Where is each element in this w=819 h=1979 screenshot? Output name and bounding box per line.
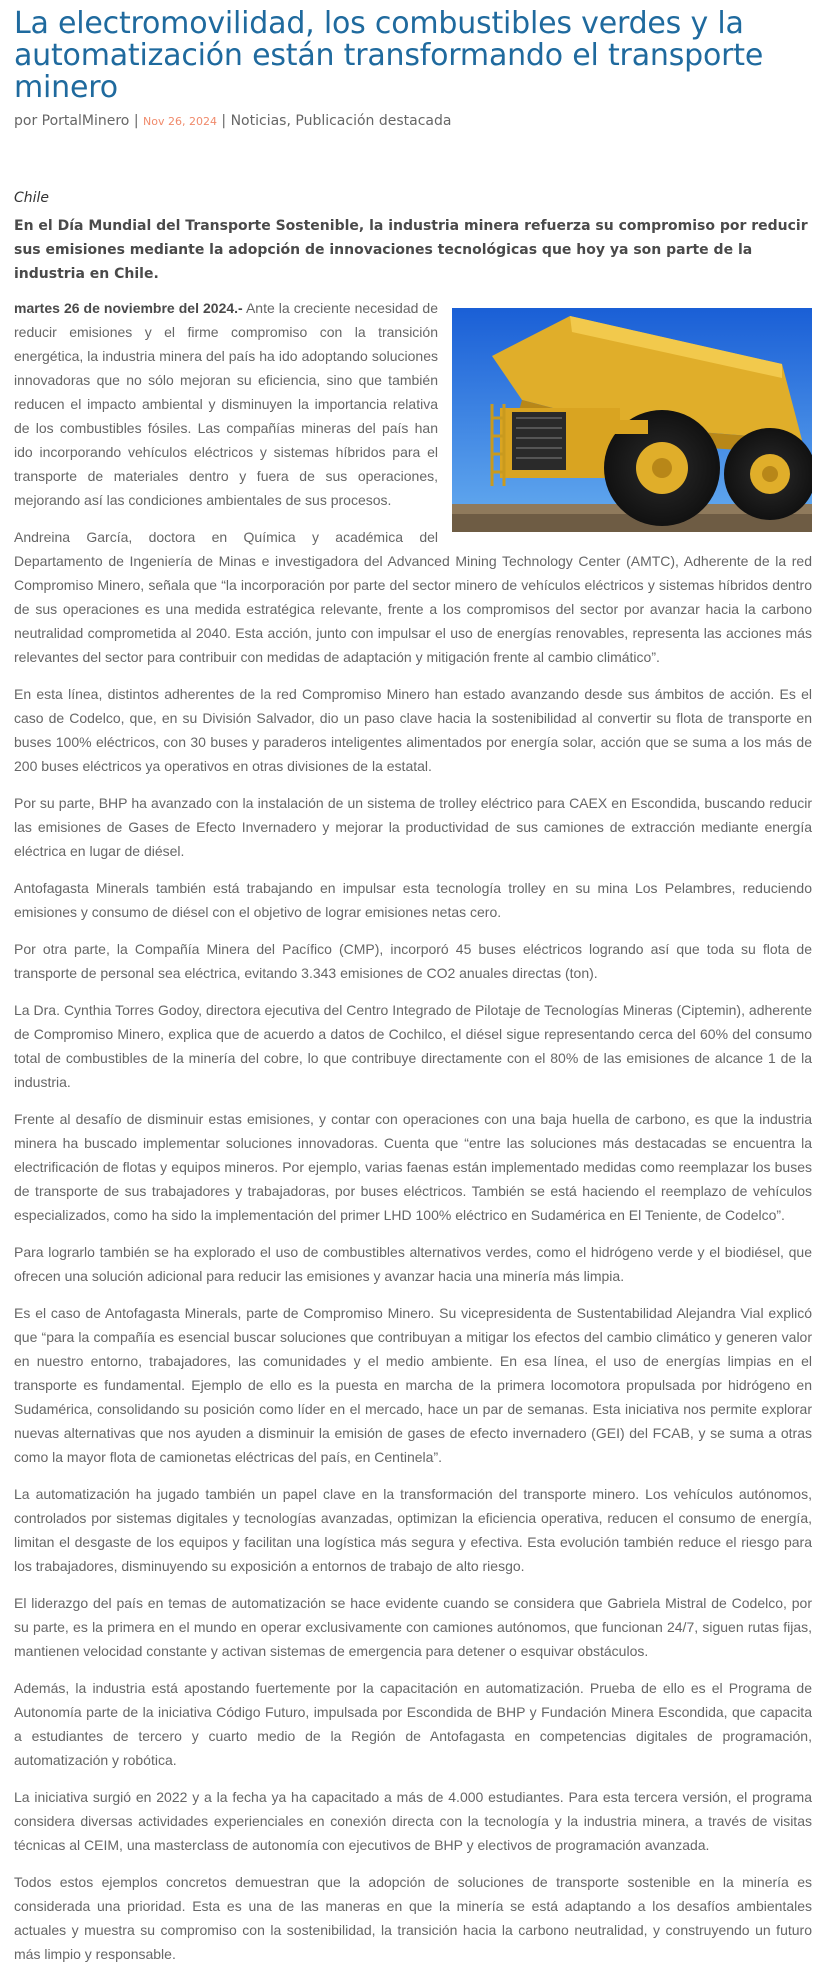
paragraph: Andreina García, doctora en Química y académica del Departamento de Ingeniería de Minas e investigadora del Advanced Mining Technology Center (AMTC), Adherente de la red Compromiso Minero, señala que “la incorporación por parte del sector minero de vehículos eléctricos y sistemas híbridos dentro de sus operaciones es una medida estratégica relevante, frente a los compromisos del sector por avanzar hacia la carbono neutralidad comprometida al 2040. Esta acción, junto con impulsar el uso de energías renovables, representa las acciones más relevantes del sector para contribuir con medidas de adaptación y mitigación frente al cambio climático”. (14, 529, 812, 665)
article-meta (14, 111, 812, 132)
paragraph: Para lograrlo también se ha explorado el uso de combustibles alternativos verdes, como el hidrógeno verde y el biodiésel, que ofrecen una solución adicional para reducir las emisiones y avanzar hacia una minería más limpia. (14, 1244, 812, 1284)
publish-date: Nov 26, 2024 (143, 115, 217, 128)
meta-by: por (14, 113, 38, 129)
dateline: martes 26 de noviembre del 2024.- (14, 300, 243, 316)
paragraph: El liderazgo del país en temas de automatización se hace evidente cuando se considera que Gabriela Mistral de Codelco, por su parte, es la primera en el mundo en operar exclusivamente con camiones autónomos, que funcionan 24/7, siguen rutas fijas, mantienen velocidad constante y activan sistemas de emergencia para detener o esquivar obstáculos. (14, 1595, 812, 1659)
article (14, 8, 812, 1979)
paragraph: Por otra parte, la Compañía Minera del Pacífico (CMP), incorporó 45 buses eléctricos logrando así que toda su flota de transporte de personal sea eléctrica, evitando 3.343 emisiones de CO2 anuales directas (ton). (14, 941, 812, 981)
article-title: La electromovilidad, los combustibles verdes y la automatización están transformando el transporte minero (14, 6, 764, 105)
paragraph: En esta línea, distintos adherentes de la red Compromiso Minero han estado avanzando desde sus ámbitos de acción. Es el caso de Codelco, que, en su División Salvador, dio un paso clave hacia la sostenibilidad al convertir su flota de transporte en buses 100% eléctricos, con 30 buses y paraderos inteligentes alimentados por energía solar, acción que se suma a los más de 200 buses eléctricos ya operativos en otras divisiones de la estatal. (14, 686, 812, 774)
paragraph: La Dra. Cynthia Torres Godoy, directora ejecutiva del Centro Integrado de Pilotaje de Tecnologías Mineras (Ciptemin), adherente de Compromiso Minero, explica que de acuerdo a datos de Cochilco, el diésel sigue representando cerca del 60% del consumo total de combustibles de la minería del cobre, lo que contribuye directamente con el 80% de las emisiones de alcance 1 de la industria. (14, 1002, 812, 1090)
paragraph: Todos estos ejemplos concretos demuestran que la adopción de soluciones de transporte sostenible en la minería es considerada una prioridad. Esta es una de las maneras en que la minería se está adaptando a los desafíos ambientales actuales y muestra su compromiso con la sostenibilidad, la transición hacia la carbono neutralidad, y construyendo un futuro más limpio y responsable. (14, 1874, 812, 1962)
intro-text: Ante la creciente necesidad de reducir emisiones y el firme compromiso con la transición energética, la industria minera del país ha ido adoptando soluciones innovadoras que no sólo mejoran su eficiencia, sino que también reducen el impacto ambiental y disminuyen la importancia relativa de los combustibles fósiles. Las compañías mineras del país han ido incorporando vehículos eléctricos y sistemas híbridos para el transporte de materiales dentro y fuera de sus operaciones, mejorando así las condiciones ambientales de sus procesos. (14, 300, 438, 508)
paragraph: Frente al desafío de disminuir estas emisiones, y contar con operaciones con una baja huella de carbono, es que la industria minera ha buscado implementar soluciones innovadoras. Cuenta que “entre las soluciones más destacadas se encuentra la electrificación de flotas y equipos mineros. Por ejemplo, varias faenas están implementado medidas como reemplazar los buses de transporte de sus trabajadores y trabajadoras, por buses eléctricos. También se está haciendo el reemplazo de vehículos especializados, como ha sido la implementación del primer LHD 100% eléctrico en Sudamérica en El Teniente, de Codelco”. (14, 1111, 812, 1223)
paragraph: La iniciativa surgió en 2022 y a la fecha ya ha capacitado a más de 4.000 estudiantes. Para esta tercera versión, el programa considera diversas actividades experienciales en conexión directa con la tecnología y la industria minera, a través de visitas técnicas al CEIM, una masterclass de autonomía con ejecutivos de BHP y electivos de programación avanzada. (14, 1789, 812, 1853)
paragraph: Por su parte, BHP ha avanzado con la instalación de un sistema de trolley eléctrico para CAEX en Escondida, buscando reducir las emisiones de Gases de Efecto Invernadero y mejorar la productividad de sus camiones de extracción mediante energía eléctrica en lugar de diésel. (14, 795, 812, 859)
paragraph: Además, la industria está apostando fuertemente por la capacitación en automatización. Prueba de ello es el Programa de Autonomía parte de la iniciativa Código Futuro, impulsada por Escondida de BHP y Fundación Minera Escondida, que capacita a estudiantes de tercero y cuarto medio de la Región de Antofagasta en competencias digitales de programación, automatización y robótica. (14, 1680, 812, 1768)
meta-comma: , (286, 113, 291, 129)
category-link-noticias[interactable]: Noticias (230, 113, 287, 129)
author-link[interactable]: PortalMinero (41, 113, 130, 129)
category-link-destacada[interactable]: Publicación destacada (295, 113, 452, 129)
paragraph: Antofagasta Minerals también está trabajando en impulsar esta tecnología trolley en su mina Los Pelambres, reduciendo emisiones y consumo de diésel con el objetivo de lograr emisiones netas cero. (14, 880, 812, 920)
meta-separator: | (221, 113, 227, 129)
paragraph: Es el caso de Antofagasta Minerals, parte de Compromiso Minero. Su vicepresidenta de Sustentabilidad Alejandra Vial explicó que “para la compañía es esencial buscar soluciones que contribuyan a mitigar los efectos del cambio climático y generen valor en nuestro entorno, trabajadores, las comunidades y el medio ambiente. En esa línea, el uso de energías limpias en el transporte es fundamental. Ejemplo de ello es la puesta en marcha de la primera locomotora propulsada por hidrógeno en Sudamérica, consolidando su posición como líder en el mercado, hace un par de semanas. Esta iniciativa nos permite explorar nuevas alternativas que nos ayuden a disminuir la emisión de gases de efecto invernadero (GEI) del FCAB, y se suma a otras como la mayor flota de camionetas eléctricas del país, en Centinela”. (14, 1305, 812, 1465)
paragraph: La automatización ha jugado también un papel clave en la transformación del transporte minero. Los vehículos autónomos, controlados por sistemas digitales y tecnologías avanzadas, optimizan la eficiencia operativa, reducen el consumo de energía, limitan el desgaste de los equipos y facilitan una logística más segura y efectiva. Esta evolución también reduce el riesgo para los trabajadores, disminuyendo su exposición a entornos de trabajo de alto riesgo. (14, 1486, 812, 1574)
article-country: Chile (14, 190, 50, 206)
mining-truck-image (452, 308, 812, 532)
article-body (14, 296, 812, 1966)
article-lead: En el Día Mundial del Transporte Sostenible, la industria minera refuerza su compromiso por reducir sus emisiones mediante la adopción de innovaciones tecnológicas que hoy ya son parte de la industria en Chile. (14, 218, 808, 282)
meta-separator: | (133, 113, 139, 129)
